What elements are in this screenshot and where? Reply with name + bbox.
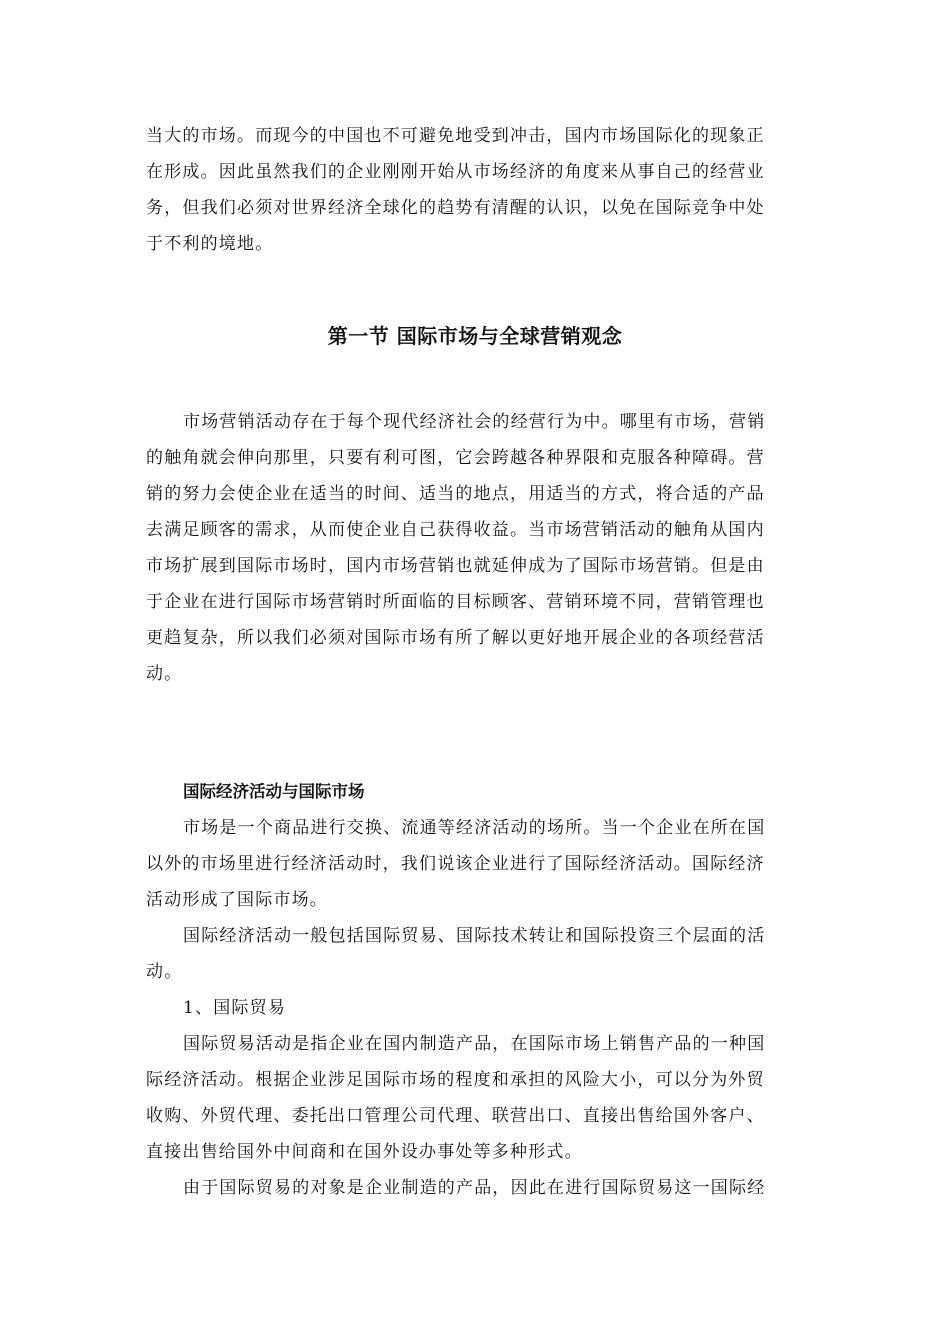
- text-line: 更趋复杂，所以我们必须对国际市场有所了解以更好地开展企业的各项经营活: [146, 628, 765, 648]
- text-line: 由于国际贸易的对象是企业制造的产品，因此在进行国际贸易这一国际经: [183, 1178, 766, 1198]
- text-line: 际经济活动。根据企业涉足国际市场的程度和承担的风险大小，可以分为外贸: [146, 1070, 765, 1090]
- text-line: 以外的市场里进行经济活动时，我们说该企业进行了国际经济活动。国际经济: [146, 854, 765, 874]
- body-paragraphs: [146, 810, 796, 1206]
- list-heading: 1、国际贸易: [183, 998, 287, 1018]
- text-line: 动。: [146, 664, 183, 684]
- text-line: 销的努力会使企业在适当的时间、适当的地点，用适当的方式，将合适的产品: [146, 484, 765, 504]
- text-line: 务，但我们必须对世界经济全球化的趋势有清醒的认识，以免在国际竞争中处: [146, 198, 765, 218]
- text-line: 在形成。因此虽然我们的企业刚刚开始从市场经济的角度来从事自己的经营业: [146, 162, 765, 182]
- text-line: 于不利的境地。: [146, 234, 274, 254]
- section-intro-paragraph: [146, 404, 796, 692]
- subheading: 国际经济活动与国际市场: [183, 782, 365, 801]
- intro-paragraph: [146, 118, 796, 262]
- text-line: 的触角就会伸向那里，只要有利可图，它会跨越各种界限和克服各种障碍。营: [146, 448, 765, 468]
- text-line: 动。: [146, 962, 183, 982]
- text-line: 收购、外贸代理、委托出口管理公司代理、联营出口、直接出售给国外客户、: [146, 1106, 765, 1126]
- text-line: 当大的市场。而现今的中国也不可避免地受到冲击，国内市场国际化的现象正: [146, 126, 765, 146]
- text-line: 活动形成了国际市场。: [146, 890, 328, 910]
- text-line: 国际贸易活动是指企业在国内制造产品，在国际市场上销售产品的一种国: [183, 1034, 766, 1054]
- text-line: 市场是一个商品进行交换、流通等经济活动的场所。当一个企业在所在国: [183, 818, 766, 838]
- text-line: 去满足顾客的需求，从而使企业自己获得收益。当市场营销活动的触角从国内: [146, 520, 765, 540]
- text-line: 国际经济活动一般包括国际贸易、国际技术转让和国际投资三个层面的活: [183, 926, 766, 946]
- text-line: 直接出售给国外中间商和在国外设办事处等多种形式。: [146, 1142, 583, 1162]
- text-line: 市场营销活动存在于每个现代经济社会的经营行为中。哪里有市场，营销: [183, 412, 766, 432]
- text-line: 市场扩展到国际市场时，国内市场营销也就延伸成为了国际市场营销。但是由: [146, 556, 765, 576]
- section-title: 第一节 国际市场与全球营销观念: [327, 324, 623, 348]
- text-line: 于企业在进行国际市场营销时所面临的目标顾客、营销环境不同，营销管理也: [146, 592, 765, 612]
